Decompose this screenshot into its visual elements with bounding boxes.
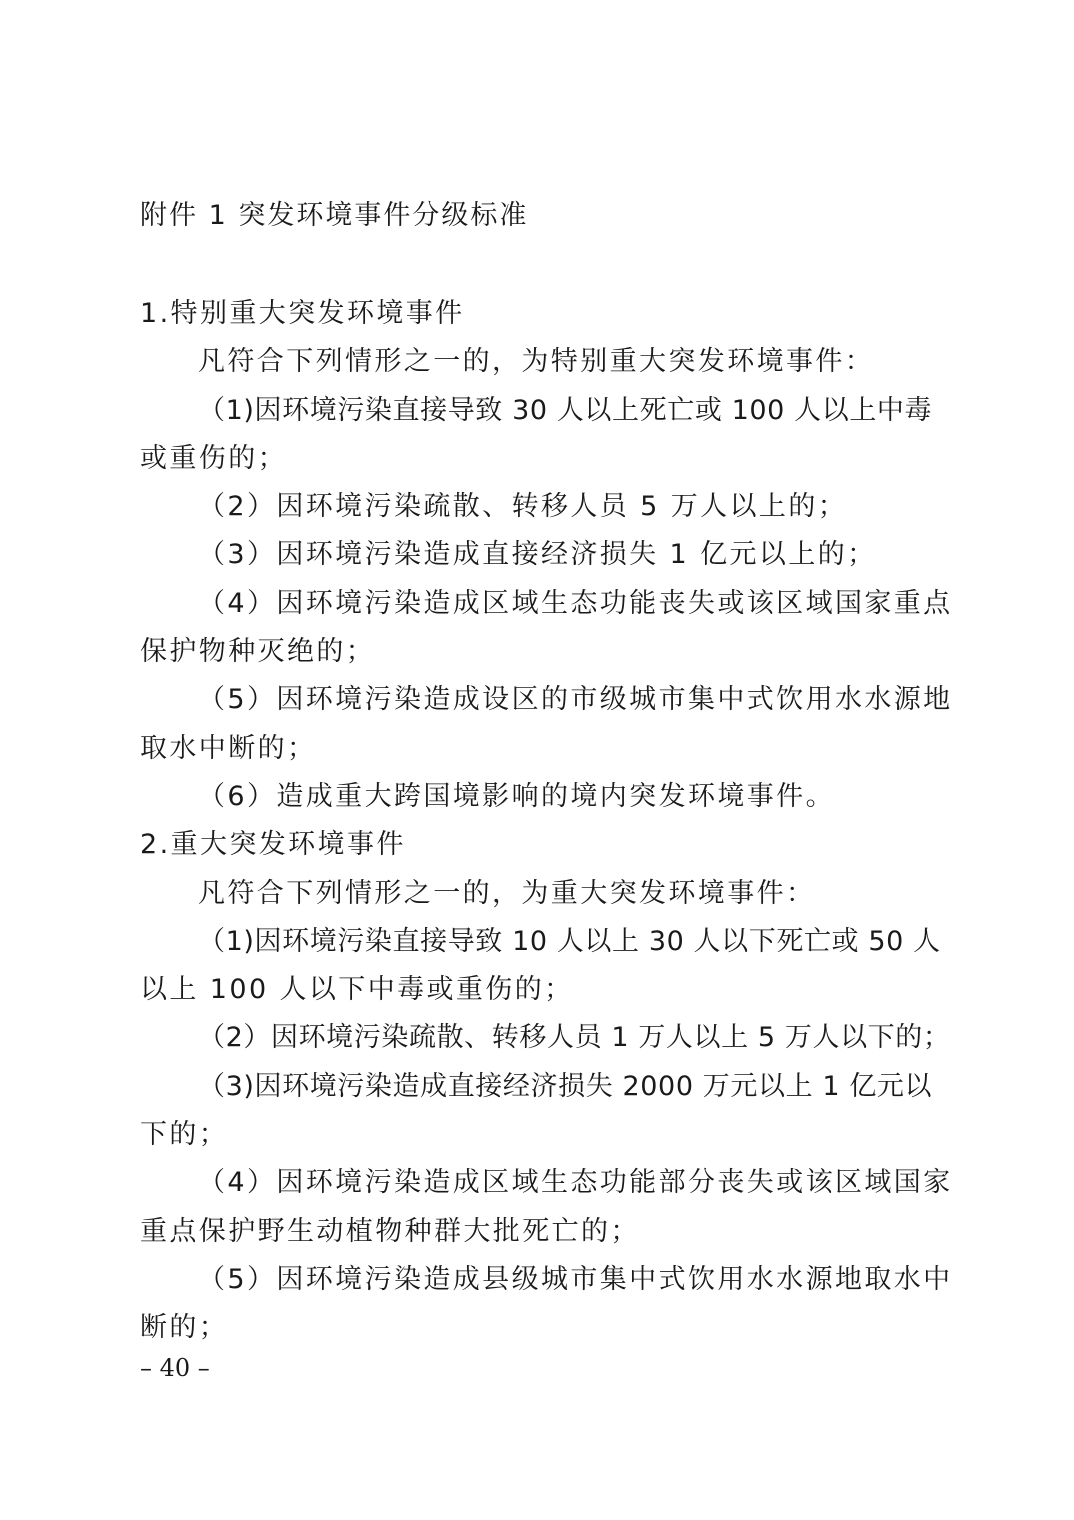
paragraph-line: 保护物种灭绝的； <box>140 636 376 668</box>
paragraph-line: 以上 100 人以下中毒或重伤的； <box>140 974 574 1006</box>
section-heading-2: 2.重大突发环境事件 <box>140 829 406 861</box>
paragraph-line: （5）因环境污染造成设区的市级城市集中式饮用水水源地 <box>198 684 953 716</box>
paragraph-line: 断的； <box>140 1312 229 1344</box>
paragraph-line: 下的； <box>140 1119 229 1151</box>
paragraph-line: （4）因环境污染造成区域生态功能部分丧失或该区域国家 <box>198 1167 953 1199</box>
paragraph-line: （4）因环境污染造成区域生态功能丧失或该区域国家重点 <box>198 587 953 619</box>
paragraph-line: （3)因环境污染造成直接经济损失 2000 万元以上 1 亿元以 <box>198 1070 933 1102</box>
paragraph-line: 凡符合下列情形之一的，为重大突发环境事件： <box>198 877 816 909</box>
paragraph-line: 或重伤的； <box>140 442 287 474</box>
document-body <box>140 290 953 1353</box>
paragraph-line: 重点保护野生动植物种群大批死亡的； <box>140 1215 640 1247</box>
paragraph-line: （2）因环境污染疏散、转移人员 1 万人以上 5 万人以下的； <box>198 1022 951 1054</box>
paragraph-line: （6）造成重大跨国境影响的境内突发环境事件。 <box>198 780 835 812</box>
paragraph-line: （2）因环境污染疏散、转移人员 5 万人以上的； <box>198 491 848 523</box>
paragraph-line: （1)因环境污染直接导致 10 人以上 30 人以下死亡或 50 人 <box>198 925 941 957</box>
paragraph-line: （3）因环境污染造成直接经济损失 1 亿元以上的； <box>198 539 877 571</box>
paragraph-line: 凡符合下列情形之一的，为特别重大突发环境事件： <box>198 346 875 378</box>
paragraph-line: （1)因环境污染直接导致 30 人以上死亡或 100 人以上中毒 <box>198 394 933 426</box>
paragraph-line: （5）因环境污染造成县级城市集中式饮用水水源地取水中 <box>198 1263 953 1295</box>
section-heading-1: 1.特别重大突发环境事件 <box>140 298 465 329</box>
paragraph-line: 取水中断的； <box>140 732 317 764</box>
document-title: 附件 1 突发环境事件分级标准 <box>140 200 529 231</box>
page-number: – 40 – <box>140 1354 210 1382</box>
